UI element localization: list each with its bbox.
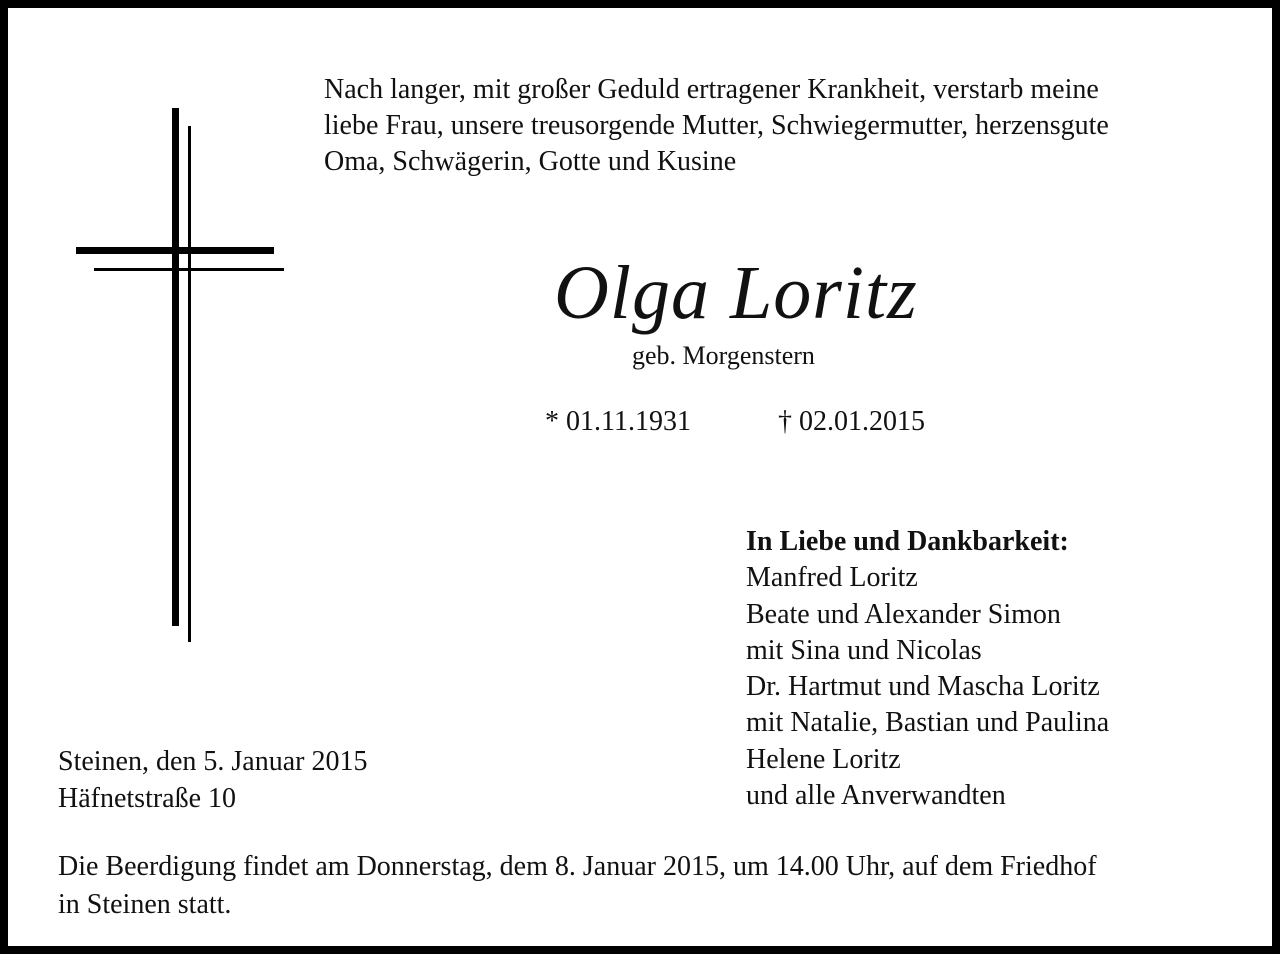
- funeral-notice: Die Beerdigung findet am Donnerstag, dem 8. Januar 2015, um 14.00 Uhr, auf dem Friedhof in Steinen statt.: [58, 851, 1097, 920]
- place-block: [58, 743, 368, 817]
- mourners-heading: In Liebe und Dankbarkeit:: [746, 526, 1069, 557]
- mourner-line: Beate und Alexander Simon: [746, 598, 1061, 630]
- intro-text: Nach langer, mit großer Geduld ertragener Krankheit, verstarb meine liebe Frau, unsere treusorgende Mutter, Schwiegermutter, herzensgute Oma, Schwägerin, Gotte und Kusine: [324, 74, 1109, 177]
- mourner-line: Helene Loritz: [746, 743, 901, 775]
- address-line: Häfnetstraße 10: [58, 783, 237, 814]
- mourner-line: mit Natalie, Bastian und Paulina: [746, 707, 1110, 739]
- place-date-line: Steinen, den 5. Januar 2015: [58, 746, 368, 777]
- mourner-line: Manfred Loritz: [746, 562, 918, 594]
- mourners-list: [746, 524, 1109, 814]
- mourner-line: und alle Anverwandten: [746, 780, 1006, 812]
- mourner-line: Dr. Hartmut und Mascha Loritz: [746, 671, 1100, 703]
- birth-date: * 01.11.1931: [545, 406, 691, 437]
- mourner-line: mit Sina und Nicolas: [746, 634, 982, 666]
- maiden-name: geb. Morgenstern: [632, 341, 815, 370]
- death-date: † 02.01.2015: [778, 406, 925, 437]
- deceased-name: Olga Loritz: [554, 251, 918, 335]
